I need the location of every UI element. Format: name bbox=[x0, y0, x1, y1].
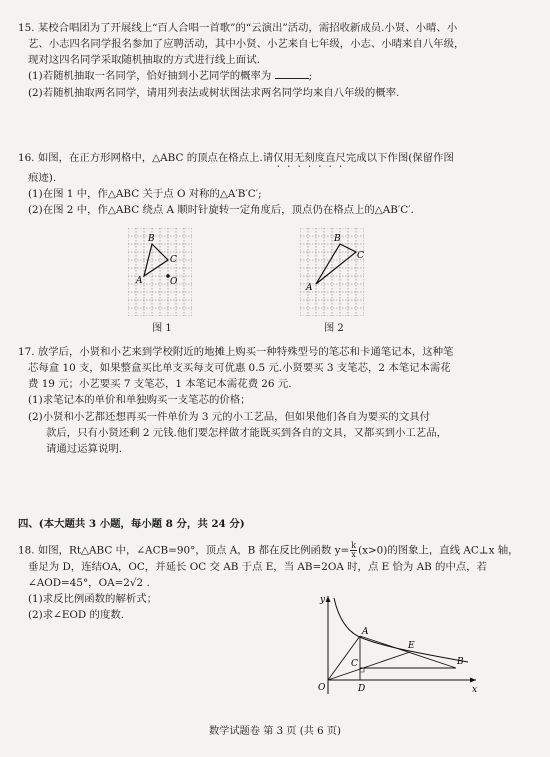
q16-sub-2: (2)在图 2 中，作△ABC 绕点 A 顺时针旋转一定角度后，顶点仍在格点上的△AB′C′. bbox=[28, 204, 414, 217]
q16-line-1-b: 完成以下作图(保留作图 bbox=[345, 152, 454, 164]
label-b: B bbox=[148, 234, 155, 244]
line-oa bbox=[328, 636, 360, 680]
q17-sub-2-line-3: 请通过运算说明. bbox=[46, 442, 123, 455]
q16-line-2: 痕迹). bbox=[28, 172, 57, 184]
q15-sub-1-text: (1)若随机抽取一名同学，恰好抽到小艺同学的概率为 bbox=[28, 70, 272, 83]
fraction-numerator: k bbox=[351, 541, 357, 550]
question-15 bbox=[18, 20, 532, 101]
q17-sub-2-line-2: 款后，只有小贤还剩 2 元钱.他们要怎样做才能既买到各自的文具，又都买到小工艺品， bbox=[46, 426, 447, 439]
figure-1-caption: 图 1 bbox=[152, 323, 172, 334]
label-o-18: O bbox=[318, 683, 326, 693]
q16-line-1 bbox=[18, 150, 532, 170]
label-b-2: B bbox=[334, 234, 341, 244]
q18-line-2: 垂足为 D，连结OA，OC，并延长 OC 交 AB 于点 E，当 AB=2OA 时，点 E 恰为 AB 的中点，若 bbox=[28, 561, 488, 573]
q16-emphasis: 仅用无刻度直尺 bbox=[273, 152, 346, 164]
line-oe bbox=[328, 652, 410, 680]
fraction-k-over-x bbox=[350, 542, 357, 559]
q18-line-1 bbox=[18, 542, 532, 559]
q17-sub-2-line-1: (2)小贤和小艺都还想再买一件单价为 3 元的小工艺品，但如果他们各自为要买的文具付 bbox=[28, 410, 430, 423]
q17-line-2: 芯每盒 10 支，如果整盒买比单支买每支可优惠 0.5 元.小贤要买 3 支笔芯，2 本笔记本需花 bbox=[28, 362, 451, 375]
figure-2-grid bbox=[300, 228, 364, 316]
label-a-2: A bbox=[306, 283, 313, 293]
y-axis-arrow bbox=[326, 596, 331, 602]
label-c-2: C bbox=[357, 251, 364, 261]
q15-line-1: 15. 某校合唱团为了开展线上“百人合唱一首歌”的“云演出”活动，需招收新成员.小贤、小晴、小 bbox=[18, 22, 458, 34]
triangle-abc-fig2 bbox=[316, 244, 356, 284]
label-o: O bbox=[170, 277, 178, 287]
q17-sub-1: (1)求笔记本的单价和单独购买一支笔芯的价格； bbox=[28, 394, 251, 407]
q15-line-2: 艺、小志四名同学报名参加了应聘活动，其中小贤、小艺来自七年级，小志、小晴来自八年级， bbox=[28, 38, 465, 51]
label-c: C bbox=[170, 255, 177, 265]
q15-sub-2: (2)若随机抽取两名同学，请用列表法或树状图法求两名同学均来自八年级的概率. bbox=[28, 86, 400, 99]
hyperbola-curve bbox=[334, 598, 468, 662]
q18-line-3: ∠AOD=45°，OA=2√2 . bbox=[28, 577, 150, 590]
q16-line-1-a: 16. 如图，在正方形网格中，△ABC 的顶点在格点上.请 bbox=[18, 152, 274, 164]
label-y: y bbox=[320, 595, 326, 605]
answer-blank[interactable] bbox=[275, 68, 309, 79]
q18-line-1-a: 18. 如图，Rt△ABC 中，∠ACB=90°，顶点 A，B 都在反比例函数 y= bbox=[18, 544, 350, 557]
q18-line-1-b: (x>0)的图象上，直线 AC⊥x 轴， bbox=[358, 544, 519, 557]
question-17 bbox=[18, 344, 532, 457]
figure-1-grid bbox=[128, 228, 192, 316]
q15-sub-1-end: ; bbox=[308, 70, 313, 83]
fraction-denominator: x bbox=[351, 550, 356, 559]
label-c-18: C bbox=[351, 659, 358, 669]
label-d-18: D bbox=[358, 684, 366, 694]
grid-lines-2 bbox=[300, 228, 364, 316]
label-e-18: E bbox=[408, 641, 415, 651]
q17-line-3: 费 19 元；小艺要买 7 支笔芯，1 本笔记本需花费 26 元. bbox=[28, 378, 292, 391]
grid-lines-1 bbox=[128, 228, 192, 316]
q17-line-1: 17. 放学后，小贤和小艺来到学校附近的地摊上购买一种特殊型号的笔芯和卡通笔记本，这种笔 bbox=[18, 346, 454, 358]
q18-sub-1: (1)求反比例函数的解析式； bbox=[28, 593, 158, 606]
label-x: x bbox=[472, 685, 478, 695]
question-16 bbox=[18, 150, 532, 218]
q15-sub-1 bbox=[18, 68, 532, 84]
page-footer: 数学试题卷 第 3 页 (共 6 页) bbox=[208, 726, 342, 737]
label-b-18: B bbox=[457, 657, 464, 667]
x-axis-arrow bbox=[470, 678, 476, 683]
label-a: A bbox=[136, 276, 143, 286]
q16-sub-1: (1)在图 1 中，作△ABC 关于点 O 对称的△A′B′C′; bbox=[28, 188, 262, 201]
section-4-heading: 四、(本大题共 3 小题，每小题 8 分，共 24 分) bbox=[18, 518, 245, 530]
label-a-18: A bbox=[362, 627, 369, 637]
q15-line-3: 现对这四名同学采取随机抽取的方式进行线上面试. bbox=[28, 54, 260, 67]
q18-graph bbox=[312, 592, 482, 698]
q18-sub-2: (2)求∠EOD 的度数. bbox=[28, 609, 125, 622]
figure-2-caption: 图 2 bbox=[324, 323, 344, 334]
